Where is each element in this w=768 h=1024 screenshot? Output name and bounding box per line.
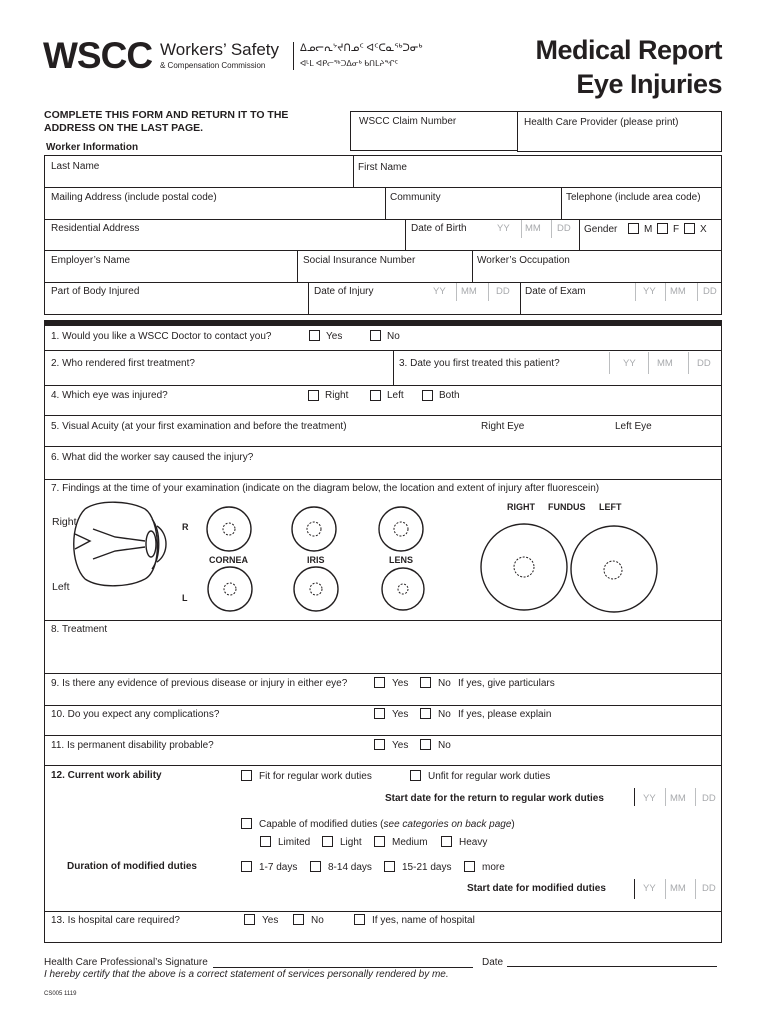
q6-label: 6. What did the worker say caused the injury? (51, 452, 254, 463)
q4-both-checkbox[interactable] (422, 390, 433, 401)
q9-note: If yes, give particulars (458, 678, 555, 689)
q11-no-label: No (438, 740, 451, 751)
iris-left-circle (294, 567, 338, 611)
duration-label: Duration of modified duties (67, 861, 197, 872)
q13-no-label: No (311, 915, 324, 926)
modified-duties-checkbox[interactable] (241, 818, 252, 829)
doi-dd: DD (496, 286, 510, 297)
duration-8-14-label: 8-14 days (328, 862, 372, 873)
org-subtitle: & Compensation Commission (160, 61, 266, 70)
start-regular-label: Start date for the return to regular work duties (385, 793, 604, 804)
eye-diagram (45, 479, 721, 620)
certify-text: I hereby certify that the above is a correct statement of services personally rendered by me. (44, 969, 449, 980)
syllabics-line2: ᐊᒻᒪ ᐊᑭᓕᖅᑐᐃᓂᒃ ᑲᑎᒪᔨᖏᑦ (300, 59, 399, 68)
gender-f-checkbox[interactable] (657, 223, 668, 234)
q12-label: 12. Current work ability (51, 770, 162, 781)
date-label: Date (482, 957, 504, 968)
q10-yes-label: Yes (392, 709, 409, 720)
form-title: Medical Report (535, 35, 722, 65)
q11-label: 11. Is permanent disability probable? (51, 740, 214, 751)
doe-mm: MM (670, 286, 686, 297)
q9-yes-checkbox[interactable] (374, 677, 385, 688)
logo-divider (293, 42, 294, 70)
q4-right-checkbox[interactable] (308, 390, 319, 401)
diagram-r-label: R (182, 522, 189, 532)
q10-no-label: No (438, 709, 451, 720)
fundus-right-label: RIGHT (507, 502, 535, 512)
employer-label: Employer’s Name (51, 255, 131, 266)
date-of-injury-label: Date of Injury (314, 286, 374, 297)
date-line[interactable] (507, 966, 717, 967)
start-modified-mm: MM (670, 883, 686, 894)
q4-label: 4. Which eye was injured? (51, 390, 168, 401)
fit-regular-checkbox[interactable] (241, 770, 252, 781)
questions-grid (44, 325, 722, 943)
duration-15-21-label: 15-21 days (402, 862, 452, 873)
gender-m-label: M (644, 224, 653, 235)
q1-label: 1. Would you like a WSCC Doctor to contact you? (51, 331, 272, 342)
gender-f-label: F (673, 224, 680, 235)
fundus-left-label: LEFT (599, 502, 622, 512)
heavy-checkbox[interactable] (441, 836, 452, 847)
medium-label: Medium (392, 837, 428, 848)
last-name-label: Last Name (51, 161, 100, 172)
q10-note: If yes, please explain (458, 709, 552, 720)
start-regular-yy: YY (643, 793, 656, 804)
q5-left-eye-label: Left Eye (615, 421, 652, 432)
duration-1-7-checkbox[interactable] (241, 861, 252, 872)
q5-right-eye-label: Right Eye (481, 421, 525, 432)
wscc-logo: WSCC (43, 35, 153, 76)
start-modified-yy: YY (643, 883, 656, 894)
worker-info-grid (44, 155, 722, 315)
q7-label: 7. Findings at the time of your examination (indicate on the diagram below, the location and extent of injury after fluorescein) (51, 483, 600, 494)
q3-dd: DD (697, 358, 711, 369)
doi-mm: MM (461, 286, 477, 297)
q9-yes-label: Yes (392, 678, 409, 689)
medium-checkbox[interactable] (374, 836, 385, 847)
q13-note: If yes, name of hospital (372, 915, 475, 926)
date-of-exam-label: Date of Exam (525, 286, 586, 297)
fundus-label: FUNDUS (548, 502, 586, 512)
q1-no-checkbox[interactable] (370, 330, 381, 341)
unfit-regular-checkbox[interactable] (410, 770, 421, 781)
fundus-left-circle (571, 526, 657, 612)
q5-label: 5. Visual Acuity (at your first examination and before the treatment) (51, 421, 347, 432)
q1-yes-label: Yes (326, 331, 343, 342)
duration-15-21-checkbox[interactable] (384, 861, 395, 872)
claim-number-label: WSCC Claim Number (359, 116, 457, 127)
q10-label: 10. Do you expect any complications? (51, 709, 220, 720)
cornea-label: CORNEA (209, 555, 249, 565)
start-regular-mm: MM (670, 793, 686, 804)
duration-more-label: more (482, 862, 505, 873)
q10-no-checkbox[interactable] (420, 708, 431, 719)
duration-more-checkbox[interactable] (464, 861, 475, 872)
syllabics-line1: ᐃᓄᓕᕆᔾᔪᑎᓄᑦ ᐊᑦᑕᓇᖅᑐᓂᒃ (300, 43, 423, 54)
light-checkbox[interactable] (322, 836, 333, 847)
q11-yes-label: Yes (392, 740, 409, 751)
unfit-regular-label: Unfit for regular work duties (428, 771, 551, 782)
signature-line[interactable] (213, 967, 473, 968)
worker-info-heading: Worker Information (46, 142, 139, 153)
provider-label: Health Care Provider (please print) (524, 117, 679, 128)
start-regular-dd: DD (702, 793, 716, 804)
q11-no-checkbox[interactable] (420, 739, 431, 750)
fundus-right-circle (481, 524, 567, 610)
doe-yy: YY (643, 286, 656, 297)
cornea-right-circle (207, 507, 251, 551)
gender-x-label: X (700, 224, 707, 235)
q1-no-label: No (387, 331, 400, 342)
dob-yy: YY (497, 223, 510, 234)
signature-label: Health Care Professional’s Signature (44, 957, 208, 968)
q13-no-checkbox[interactable] (293, 914, 304, 925)
instructions-line1: COMPLETE THIS FORM AND RETURN IT TO THE (44, 109, 289, 121)
dob-mm: MM (525, 223, 541, 234)
gender-x-checkbox[interactable] (684, 223, 695, 234)
q4-left-label: Left (387, 390, 404, 401)
q4-both-label: Both (439, 390, 460, 401)
start-modified-label: Start date for modified duties (467, 883, 606, 894)
residential-address-label: Residential Address (51, 223, 140, 234)
q13-label: 13. Is hospital care required? (51, 915, 180, 926)
q13-yes-checkbox[interactable] (244, 914, 255, 925)
start-modified-dd: DD (702, 883, 716, 894)
diagram-left-label: Left (52, 581, 70, 593)
lens-label: LENS (389, 555, 414, 565)
gender-m-checkbox[interactable] (628, 223, 639, 234)
doi-yy: YY (433, 286, 446, 297)
iris-right-circle (292, 507, 336, 551)
q10-yes-checkbox[interactable] (374, 708, 385, 719)
modified-duties-label: Capable of modified duties (see categories on back page) (259, 819, 515, 830)
q9-no-checkbox[interactable] (420, 677, 431, 688)
q2-label: 2. Who rendered first treatment? (51, 358, 195, 369)
date-of-birth-label: Date of Birth (411, 223, 467, 234)
q9-no-label: No (438, 678, 451, 689)
duration-8-14-checkbox[interactable] (310, 861, 321, 872)
q3-mm: MM (657, 358, 673, 369)
q11-yes-checkbox[interactable] (374, 739, 385, 750)
q9-label: 9. Is there any evidence of previous disease or injury in either eye? (51, 678, 348, 689)
q4-right-label: Right (325, 390, 349, 401)
mailing-address-label: Mailing Address (include postal code) (51, 192, 217, 203)
telephone-label: Telephone (include area code) (566, 192, 701, 203)
q13-hospital-checkbox[interactable] (354, 914, 365, 925)
cornea-left-circle (208, 567, 252, 611)
q4-left-checkbox[interactable] (370, 390, 381, 401)
q13-yes-label: Yes (262, 915, 279, 926)
light-label: Light (340, 837, 362, 848)
occupation-label: Worker’s Occupation (477, 255, 570, 266)
gender-label: Gender (584, 224, 618, 235)
dob-dd: DD (557, 223, 571, 234)
heavy-label: Heavy (459, 837, 488, 848)
fit-regular-label: Fit for regular work duties (259, 771, 372, 782)
q1-yes-checkbox[interactable] (309, 330, 320, 341)
lens-left-circle (382, 568, 424, 610)
q3-yy: YY (623, 358, 636, 369)
community-label: Community (390, 192, 441, 203)
diagram-right-label: Right (52, 516, 77, 528)
eye-cross-section-icon (74, 502, 166, 586)
form-code: CS005 1119 (44, 991, 77, 997)
doe-dd: DD (703, 286, 717, 297)
iris-label: IRIS (307, 555, 325, 565)
lens-right-circle (379, 507, 423, 551)
diagram-l-label: L (182, 593, 188, 603)
form-subtitle: Eye Injuries (576, 69, 722, 99)
limited-label: Limited (278, 837, 311, 848)
body-part-label: Part of Body Injured (51, 286, 140, 297)
claim-number-field[interactable] (350, 111, 518, 151)
sin-label: Social Insurance Number (303, 255, 416, 266)
instructions-line2: ADDRESS ON THE LAST PAGE. (44, 122, 204, 134)
duration-1-7-label: 1-7 days (259, 862, 298, 873)
provider-field[interactable] (517, 111, 722, 152)
org-name: Workers’ Safety (160, 40, 280, 59)
limited-checkbox[interactable] (260, 836, 271, 847)
first-name-label: First Name (358, 162, 407, 173)
q8-label: 8. Treatment (51, 624, 108, 635)
q3-label: 3. Date you first treated this patient? (399, 358, 560, 369)
